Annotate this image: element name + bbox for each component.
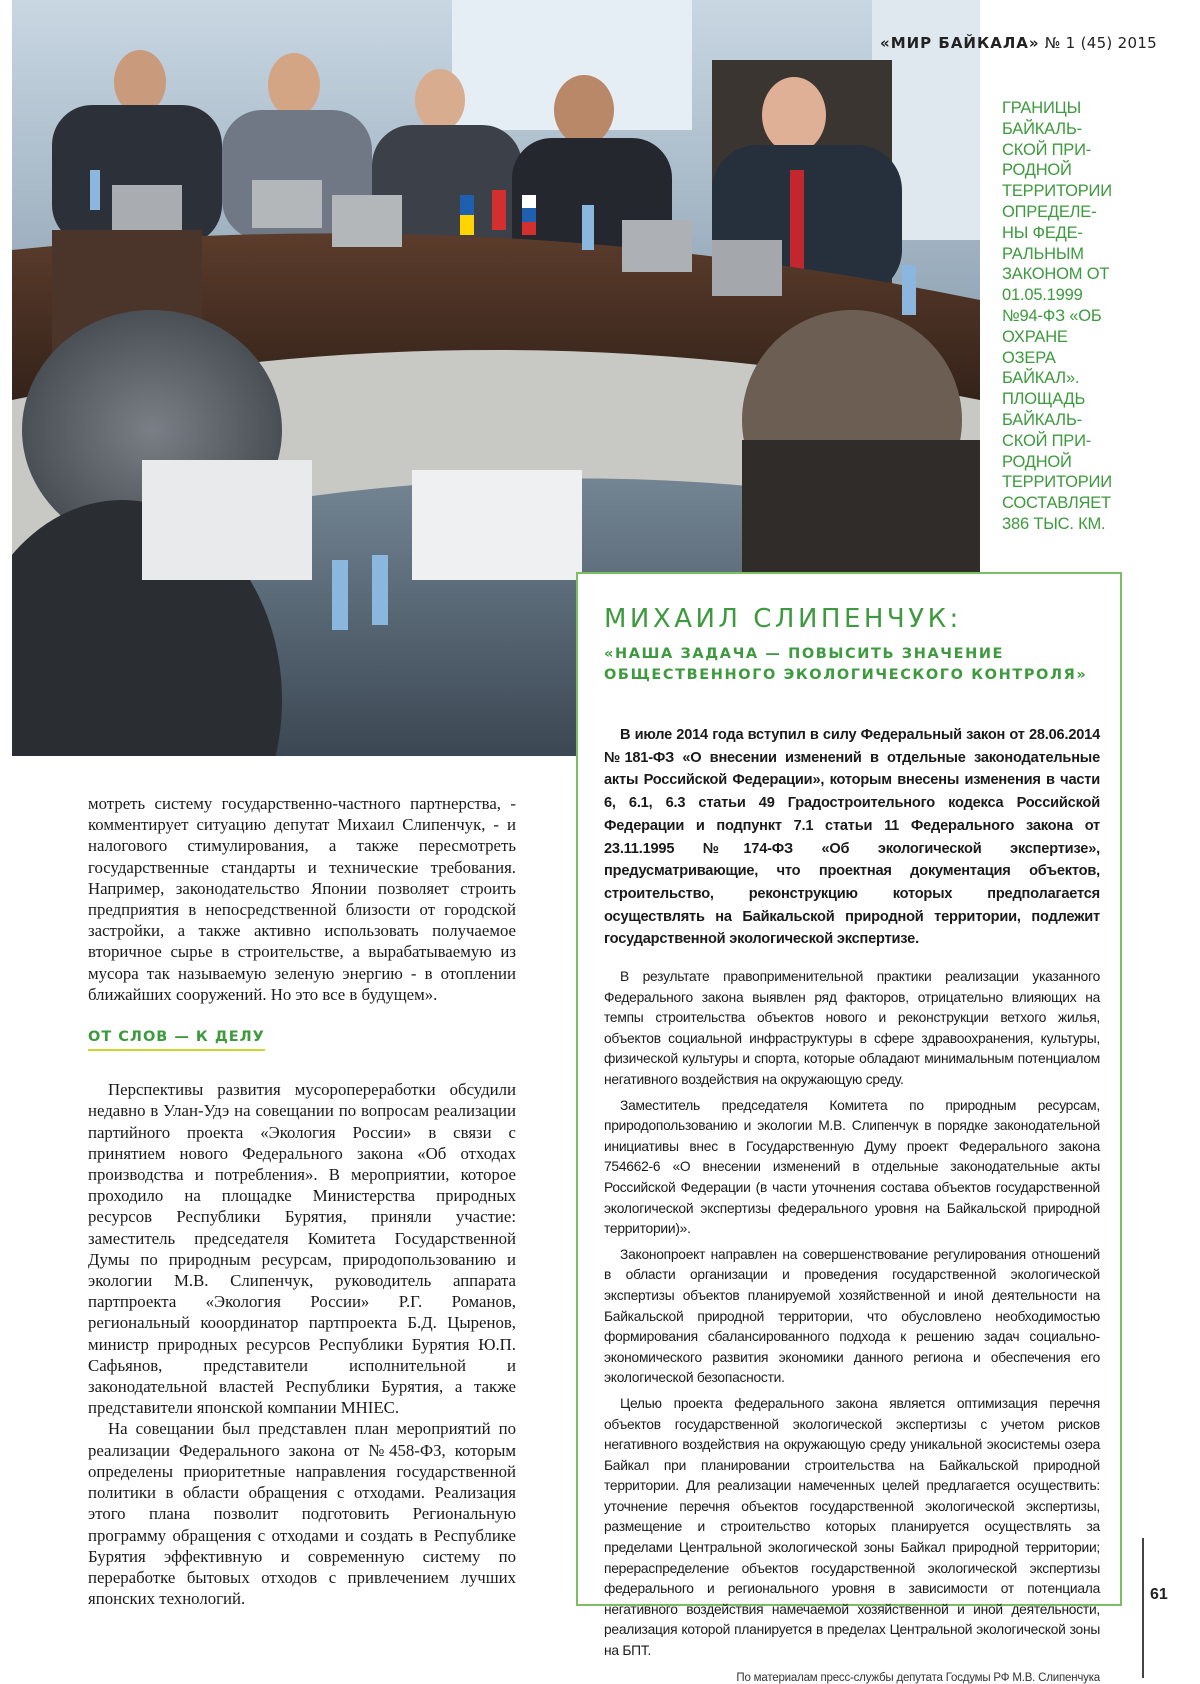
side-note bbox=[1002, 98, 1120, 535]
article-paragraph: мотреть систему государственно-частного партнерства, - комментирует ситуацию депутат Михаил Слипенчук, - и налогового стимулирования, а также пересмотреть государственные стандарты и технические требования. Например, законодательство Японии позволяет строить предприятия в непосредственной близости от городской застройки, а также активно использовать получаемое вторичное сырье в строительстве, а вырабатываемую из мусора так называемую зеленую энергию - в отоплении ближайших сооружений. Но это все в будущем». bbox=[88, 794, 516, 1004]
box-source-note: По материалам пресс-службы депутата Госдумы РФ М.В. Слипенчука bbox=[736, 1671, 1100, 1684]
masthead bbox=[880, 34, 1160, 52]
box-paragraph: Законопроект направлен на совершенствование регулирования отношений в области организации и проведения государственной экологической экспертизы объектов планируемой хозяйственной и иной деятельности на Байкальской природной территории, что обусловлено необходимостью формирования сбалансированного подхода к решению задач социально-экономического развития экономики данного региона и обеспечения его экологической безопасности. bbox=[604, 1246, 1100, 1386]
box-lead-paragraph: В июле 2014 года вступил в силу Федеральный закон от 28.06.2014 №181-ФЗ «О внесении изменений в отдельные законодательные акты Российской Федерации», которым внесены изменения в части 6, 6.1, 6.3 статьи 49 Градостроительного кодекса Российской Федерации и подпункт 7.1 статьи 11 Федерального закона от 23.11.1995 №174-ФЗ «Об экологической экспертизе», предусматривающие, что проектная документация объектов, строительство, реконструкцию которых предполагается осуществлять на Байкальской природной территории, подлежит государственной экологической экспертизе. bbox=[604, 727, 1100, 948]
box-body bbox=[604, 724, 1100, 1684]
box-subtitle: «НАША ЗАДАЧА — ПОВЫСИТЬ ЗНАЧЕНИЕ ОБЩЕСТВЕННОГО ЭКОЛОГИЧЕСКОГО КОНТРОЛЯ» bbox=[604, 646, 1088, 683]
side-note-text: ГРАНИЦЫ БАЙКАЛЬ-СКОЙ ПРИ-РОДНОЙ ТЕРРИТОРИИ ОПРЕДЕЛЕ-НЫ ФЕДЕ-РАЛЬНЫМ ЗАКОНОМ ОТ 01.05.1999 №94-ФЗ «ОБ ОХРАНЕ ОЗЕРА БАЙКАЛ». ПЛОЩАДЬ БАЙКАЛЬ-СКОЙ ПРИ-РОДНОЙ ТЕРРИТОРИИ СОСТАВЛЯЕТ 386 ТЫС. КМ. bbox=[1002, 99, 1112, 533]
page-edge-rule bbox=[1142, 1538, 1144, 1678]
box-paragraph: Заместитель председателя Комитета по природным ресурсам, природопользованию и экологии М.В. Слипенчук в порядке законодательной инициативы внес в Государственную Думу проект Федерального закона 754662-6 «О внесении изменений в отдельные законодательные акты Российской Федерации (в части уточнения состава объектов государственной экологической экспертизы федерального уровня на Байкальской природной территории)». bbox=[604, 1097, 1100, 1237]
box-title: МИХАИЛ СЛИПЕНЧУК: bbox=[604, 604, 962, 634]
box-paragraph: В результате правоприменительной практики реализации указанного Федерального закона выявлен ряд факторов, отрицательно влияющих на темпы строительства объектов нового и реконструкции ветхого жилья, объектов социальной инфраструктуры в сфере здравоохранения, культуры, физической культуры и спорта, которые обладают минимальным потенциалом негативного воздействия на окружающую среду. bbox=[604, 969, 1100, 1087]
article-paragraph: На совещании был представлен план мероприятий по реализации Федерального закона от №458-ФЗ, которым определены приоритетные направления государственной политики в области обращения с отходами. Реализация этого плана позволит подготовить Региональную программу обращения с отходами и создать в Республике Бурятия эффективную и современную систему по переработке бытовых отходов с привлечением лучших японских технологий. bbox=[88, 1419, 516, 1609]
section-subhead: ОТ СЛОВ — К ДЕЛУ bbox=[88, 1027, 265, 1051]
article-paragraph: Перспективы развития мусоропереработки обсудили недавно в Улан-Удэ на совещании по вопросам реализации партийного проекта «Экология России» в связи с принятием нового Федерального закона «Об отходах производства и потребления». В мероприятии, которое проходило на площадке Министерства природных ресурсов Республики Бурятия, приняли участие: заместитель председателя Комитета Государственной Думы по природным ресурсам, природопользованию и экологии М.В. Слипенчук, руководитель аппарата партпроекта «Экология России» Р.Г. Романов, региональный кооординатор партпроекта Б.Д. Цыренов, министр природных ресурсов Республики Бурятия Ю.П. Сафьянов, представители исполнительной и законодательной властей Республики Бурятия, а также представители японской компании MHIEC. bbox=[88, 1080, 516, 1418]
page-number: 61 bbox=[1150, 1586, 1168, 1603]
issue-number: № 1 (45) 2015 bbox=[1044, 34, 1158, 52]
box-paragraph: Целью проекта федерального закона является оптимизация перечня объектов государственной экологической экспертизы с учетом рисков негативного воздействия на окружающую среду уникальной экосистемы озера Байкал при планировании строительства на Байкальской природной территории. Для реализации намеченных целей предлагается осуществить: уточнение перечня объектов государственной экологической экспертизы, размещение и строительство которых планируется осуществлять за пределами Центральной экологической зоны Байкал природной территории; перераспределение объектов государственной экологической экспертизы федерального и регионального уровня в зависимости от потенциала негативного воздействия намечаемой хозяйственной и иной деятельности, реализация которой планируется в пределах Центральной экологической зоны на БПТ. bbox=[604, 1395, 1100, 1659]
magazine-name: «МИР БАЙКАЛА» bbox=[880, 34, 1040, 52]
quote-box bbox=[576, 572, 1122, 1684]
article-column bbox=[88, 793, 516, 1609]
